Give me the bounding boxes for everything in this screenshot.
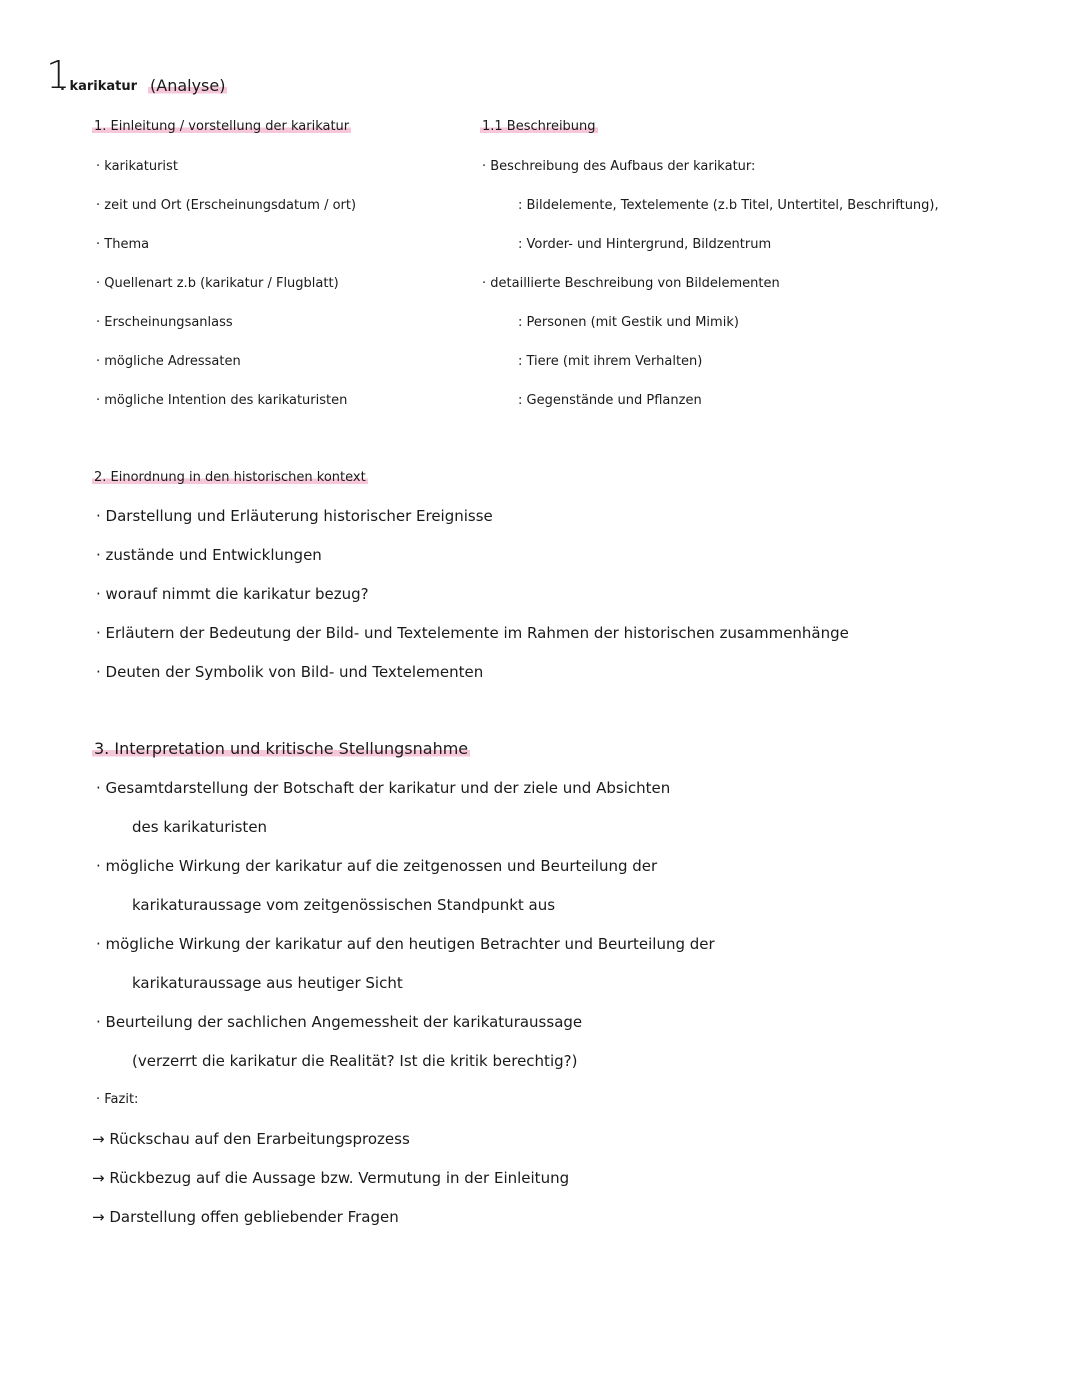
section11-item: : Vorder- und Hintergrund, Bildzentrum: [518, 237, 772, 252]
section3-item: des karikaturisten: [132, 818, 268, 836]
section2-item: · Erläutern der Bedeutung der Bild- und Textelemente im Rahmen der historischen zusammenhänge: [96, 624, 849, 642]
section1-item: · Thema: [96, 237, 150, 252]
section3-item: · mögliche Wirkung der karikatur auf den heutigen Betrachter und Beurteilung der: [96, 935, 715, 953]
section11-item: : Bildelemente, Textelemente (z.b Titel, Untertitel, Beschriftung),: [518, 198, 939, 213]
section11-item: · detaillierte Beschreibung von Bildelementen: [482, 276, 780, 291]
section2-item: · zustände und Entwicklungen: [96, 546, 322, 564]
section1-item: · mögliche Adressaten: [96, 354, 241, 369]
section2-item: · Darstellung und Erläuterung historischer Ereignisse: [96, 507, 493, 525]
section11-item: : Tiere (mit ihrem Verhalten): [518, 354, 703, 369]
section11-item: : Personen (mit Gestik und Mimik): [518, 315, 739, 330]
section3-item: · Fazit:: [96, 1092, 139, 1107]
section3-item: → Rückschau auf den Erarbeitungsprozess: [92, 1130, 410, 1148]
section3-item: · Beurteilung der sachlichen Angemessheit der karikaturaussage: [96, 1013, 583, 1031]
section2-item: · Deuten der Symbolik von Bild- und Textelementen: [96, 663, 484, 681]
section3-item: karikaturaussage vom zeitgenössischen Standpunkt aus: [132, 896, 556, 914]
section3-item: karikaturaussage aus heutiger Sicht: [132, 974, 403, 992]
section3-item: (verzerrt die karikatur die Realität? Ist die kritik berechtig?): [132, 1052, 578, 1070]
section3-item: · Gesamtdarstellung der Botschaft der karikatur und der ziele und Absichten: [96, 779, 671, 797]
section11-item: · Beschreibung des Aufbaus der karikatur:: [482, 159, 756, 174]
section11-item: : Gegenstände und Pflanzen: [518, 393, 702, 408]
section3-item: → Darstellung offen gebliebender Fragen: [92, 1208, 399, 1226]
section3-heading: 3. Interpretation und kritische Stellungsnahme: [94, 739, 469, 758]
section1-item: · karikaturist: [96, 159, 178, 174]
section3-item: → Rückbezug auf die Aussage bzw. Vermutung in der Einleitung: [92, 1169, 570, 1187]
section11-heading: 1.1 Beschreibung: [482, 119, 596, 134]
section2-heading: 2. Einordnung in den historischen kontext: [94, 470, 366, 485]
section1-heading: 1. Einleitung / vorstellung der karikatur: [94, 119, 350, 134]
section1-item: · Erscheinungsanlass: [96, 315, 233, 330]
title-number: 1: [46, 53, 71, 97]
title-analyse: (Analyse): [150, 76, 226, 95]
title-text: . karikatur: [60, 79, 138, 94]
title-paren: [148, 78, 227, 94]
section3-item: · mögliche Wirkung der karikatur auf die zeitgenossen und Beurteilung der: [96, 857, 658, 875]
section1-item: · mögliche Intention des karikaturisten: [96, 393, 348, 408]
section2-item: · worauf nimmt die karikatur bezug?: [96, 585, 369, 603]
section1-item: · zeit und Ort (Erscheinungsdatum / ort): [96, 198, 357, 213]
section1-item: · Quellenart z.b (karikatur / Flugblatt): [96, 276, 339, 291]
